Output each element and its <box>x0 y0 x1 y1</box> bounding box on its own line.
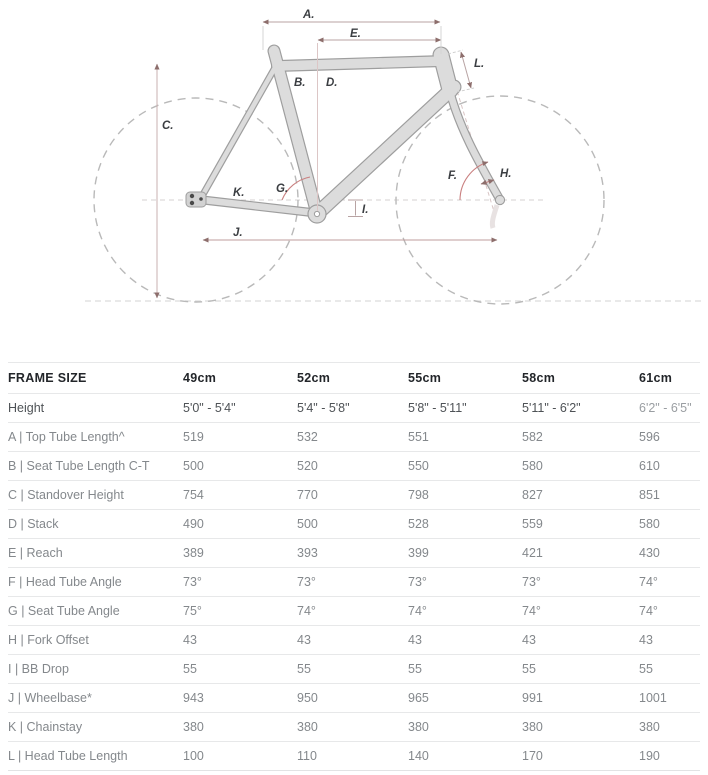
cell: 43 <box>183 626 297 655</box>
cell: 55 <box>297 655 408 684</box>
cell: 754 <box>183 481 297 510</box>
label-fork-offset-h: H. <box>500 168 512 180</box>
cell: 5'4" - 5'8" <box>297 394 408 423</box>
cell: 421 <box>522 539 639 568</box>
cell: 73° <box>408 568 522 597</box>
cell: 73° <box>522 568 639 597</box>
bike-geometry-diagram <box>0 0 708 362</box>
row-label: K | Chainstay <box>8 713 183 742</box>
label-wheelbase-j: J. <box>233 227 243 239</box>
geometry-diagram-section <box>0 0 708 362</box>
cell: 950 <box>297 684 408 713</box>
cell: 500 <box>297 510 408 539</box>
cell: 798 <box>408 481 522 510</box>
cell: 43 <box>522 626 639 655</box>
cell: 519 <box>183 423 297 452</box>
cell: 74° <box>297 597 408 626</box>
cell: 74° <box>639 597 700 626</box>
header-52cm: 52cm <box>297 363 408 394</box>
cell: 393 <box>297 539 408 568</box>
row-label: I | BB Drop <box>8 655 183 684</box>
cell: 770 <box>297 481 408 510</box>
cell: 55 <box>639 655 700 684</box>
cell: 827 <box>522 481 639 510</box>
table-row-j <box>8 684 700 713</box>
table-row-e <box>8 539 700 568</box>
cell: 559 <box>522 510 639 539</box>
cell: 580 <box>639 510 700 539</box>
table-row-l <box>8 742 700 771</box>
table-row-k <box>8 713 700 742</box>
label-seat-tube-b: B. <box>294 77 306 89</box>
cell: 596 <box>639 423 700 452</box>
table-row-d <box>8 510 700 539</box>
cell: 550 <box>408 452 522 481</box>
table-row-i <box>8 655 700 684</box>
cell: 380 <box>522 713 639 742</box>
label-bb-drop-i: I. <box>362 204 369 216</box>
row-label: E | Reach <box>8 539 183 568</box>
cell: 851 <box>639 481 700 510</box>
cell: 73° <box>183 568 297 597</box>
cell: 380 <box>408 713 522 742</box>
header-49cm: 49cm <box>183 363 297 394</box>
label-head-angle-f: F. <box>448 170 457 182</box>
cell: 43 <box>408 626 522 655</box>
cell: 110 <box>297 742 408 771</box>
cell: 580 <box>522 452 639 481</box>
label-top-tube-a: A. <box>303 9 315 21</box>
cell: 490 <box>183 510 297 539</box>
cell: 991 <box>522 684 639 713</box>
label-reach-e: E. <box>350 28 361 40</box>
rear-dropout <box>186 192 206 207</box>
cell: 380 <box>297 713 408 742</box>
cell: 5'0" - 5'4" <box>183 394 297 423</box>
row-label: F | Head Tube Angle <box>8 568 183 597</box>
row-label: D | Stack <box>8 510 183 539</box>
table-row-g <box>8 597 700 626</box>
frame-size-table <box>8 362 700 771</box>
cell: 380 <box>639 713 700 742</box>
reference-lines <box>85 58 702 301</box>
table-row-b <box>8 452 700 481</box>
cell: 380 <box>183 713 297 742</box>
cell: 55 <box>408 655 522 684</box>
cell: 532 <box>297 423 408 452</box>
cell: 74° <box>408 597 522 626</box>
cell: 5'11" - 6'2" <box>522 394 639 423</box>
row-label: G | Seat Tube Angle <box>8 597 183 626</box>
cell: 430 <box>639 539 700 568</box>
cell: 43 <box>639 626 700 655</box>
cell: 965 <box>408 684 522 713</box>
cell: 43 <box>297 626 408 655</box>
row-label: J | Wheelbase* <box>8 684 183 713</box>
cell: 399 <box>408 539 522 568</box>
row-label: Height <box>8 394 183 423</box>
row-label: B | Seat Tube Length C-T <box>8 452 183 481</box>
cell: 75° <box>183 597 297 626</box>
header-61cm: 61cm <box>639 363 700 394</box>
cell: 6'2" - 6'5" <box>639 394 700 423</box>
cell: 100 <box>183 742 297 771</box>
cell: 5'8" - 5'11" <box>408 394 522 423</box>
cell: 74° <box>522 597 639 626</box>
header-55cm: 55cm <box>408 363 522 394</box>
cell: 1001 <box>639 684 700 713</box>
cell: 55 <box>522 655 639 684</box>
header-58cm: 58cm <box>522 363 639 394</box>
row-label: C | Standover Height <box>8 481 183 510</box>
cell: 500 <box>183 452 297 481</box>
cell: 170 <box>522 742 639 771</box>
table-row-a <box>8 423 700 452</box>
cell: 520 <box>297 452 408 481</box>
table-row-height <box>8 394 700 423</box>
label-chainstay-k: K. <box>233 187 245 199</box>
cell: 582 <box>522 423 639 452</box>
cell: 610 <box>639 452 700 481</box>
table-row-h <box>8 626 700 655</box>
cell: 551 <box>408 423 522 452</box>
table-row-c <box>8 481 700 510</box>
label-seat-angle-g: G. <box>276 183 289 195</box>
label-head-tube-l: L. <box>474 58 485 70</box>
row-label: L | Head Tube Length <box>8 742 183 771</box>
cell: 528 <box>408 510 522 539</box>
cell: 190 <box>639 742 700 771</box>
table-header-row <box>8 363 700 394</box>
cell: 943 <box>183 684 297 713</box>
label-standover-c: C. <box>162 120 174 132</box>
header-frame-size: FRAME SIZE <box>8 363 183 394</box>
cell: 73° <box>297 568 408 597</box>
table-row-f <box>8 568 700 597</box>
cell: 55 <box>183 655 297 684</box>
cell: 389 <box>183 539 297 568</box>
cell: 74° <box>639 568 700 597</box>
row-label: A | Top Tube Length^ <box>8 423 183 452</box>
label-stack-d: D. <box>326 77 338 89</box>
cell: 140 <box>408 742 522 771</box>
row-label: H | Fork Offset <box>8 626 183 655</box>
